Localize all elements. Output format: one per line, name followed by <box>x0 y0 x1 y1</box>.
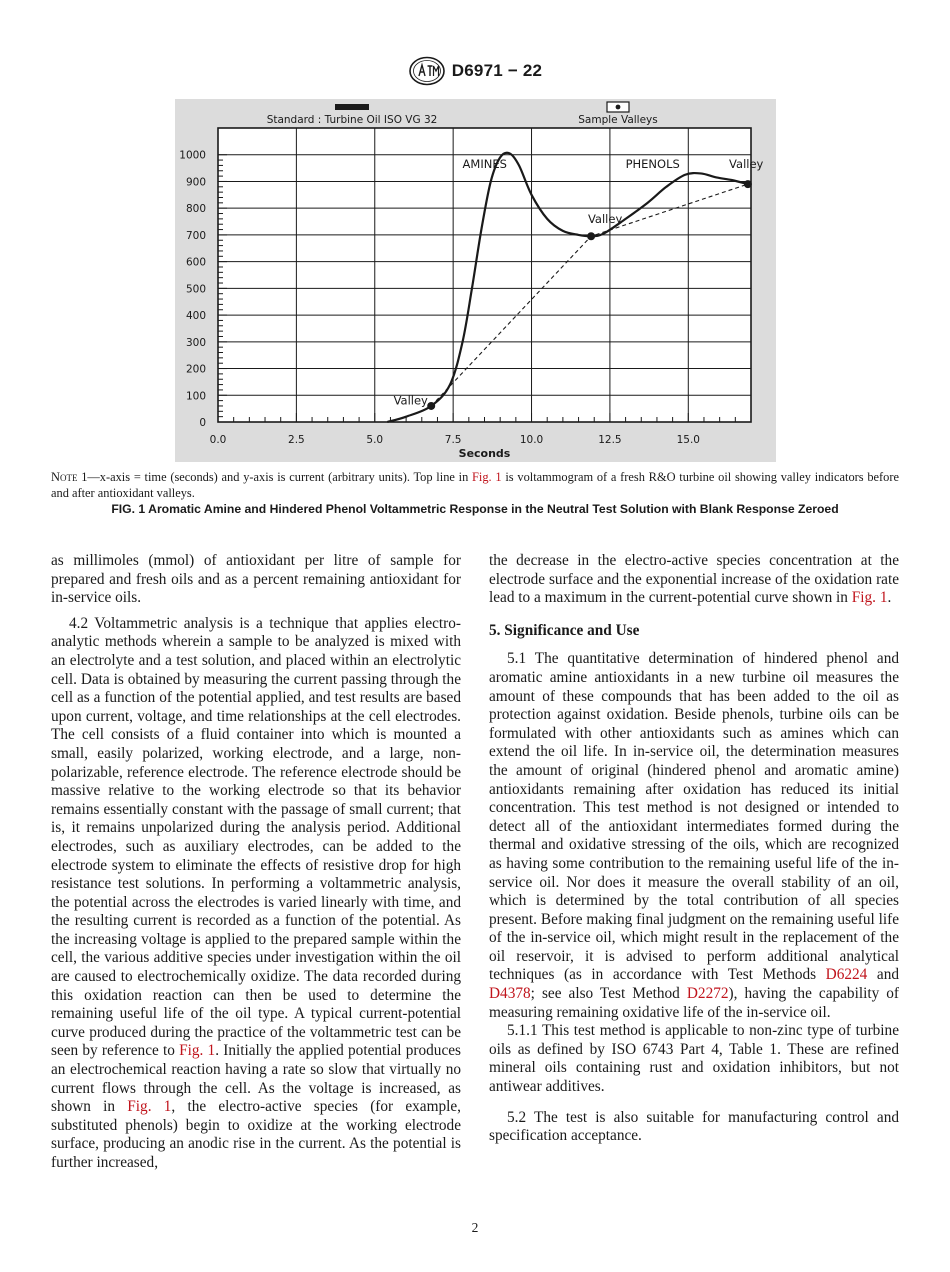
x-tick-label: 0.0 <box>209 434 227 446</box>
y-tick-label: 100 <box>185 390 206 403</box>
valley-marker <box>427 402 435 410</box>
chart-annotation: Valley <box>587 211 623 226</box>
astm-logo-icon <box>408 56 446 86</box>
y-tick-label: 800 <box>185 203 206 216</box>
paragraph-4-2: 4.2 Voltammetric analysis is a technique that applies electro-analytic methods wherein a sample to be analyzed is mixed with an electrolyte and a test solution, and placed within an electrolytic cell. Data is obtained by measuring the current passing through the cell as a function of the potential applied, and test results are based upon current, voltage, and time relationships at the cell electrodes. The cell consists of a fluid container into which is mounted a small, easily polarized, working electrode, and a large, non-polarizable, reference electrode. The reference electrode should be massive relative to the working electrode so that its behavior remains essentially constant with the passage of small current; that is, it remains unpolarized during the analysis period. Additional electrodes, such as auxiliary electrodes, can be added to the electrode system to eliminate the effects of resistive drop for high resistance test solutions. In performing a voltammetric analysis, the potential across the electrodes is varied linearly with time, and the resulting current is recorded as a function of the potential. As the increasing voltage is applied to the prepared sample within the cell, the various additive species under investigation within the oil are caused to electrochemically oxidize. The data recorded during this oxidation reaction can then be used to determine the remaining useful life of the oil type. A typical current-potential curve produced during the practice of the voltammetric test can be seen by reference to Fig. 1. Initially the applied potential produces an electrochemical reaction having a rate so slow that virtually no current flows through the cell. As the voltage is increased, as shown in Fig. 1, the electro-active species (for example, substituted phenols) begin to oxidize at the working electrode surface, producing an anodic rise in the current. As the potential is further increased, <box>51 614 461 1171</box>
legend-label: Standard : Turbine Oil ISO VG 32 <box>266 114 438 126</box>
paragraph-5-1: 5.1 The quantitative determination of hindered phenol and aromatic amine antioxidants in a new turbine oil measures the amount of these compounds that has been added to the oil as protection against oxidation. Beside phenols, turbine oils can be formulated with other antioxidants such as amines which can extend the oil life. In in-service oil, the determination measures the amount of original (hindered phenol and aromatic amine) antioxidants remaining after oxidation has reduced its initial concentration. This test method is not designed or intended to detect all of the antioxidant intermediates formed during the thermal and oxidative stressing of the oils, which are recognized as having some contribution to the remaining useful life of the in-service oil. Nor does it measure the overall stability of an oil, which is determined by the total contribution of all species present. Before making final judgment on the remaining useful life of the in-service oil, which might result in the replacement of the oil reservoir, it is advised to perform additional analytical techniques (as in accordance with Test Methods D6224 and D4378; see also Test Method D2272), having the capability of measuring remaining oxidative life of the in-service oil. <box>489 650 899 1021</box>
left-column <box>51 552 461 1173</box>
d2272-link[interactable]: D2272 <box>686 985 729 1003</box>
note-text-end: is voltammogram of a fresh R&O turbine oil showing valley indicators before and after antioxidant valleys. <box>51 470 899 500</box>
chart-annotation: Valley <box>729 157 764 172</box>
chart-annotation: AMINES <box>462 157 507 172</box>
paragraph: the decrease in the electro-active species concentration at the electrode surface and the exponential increase of the oxidation rate lead to a maximum in the current-potential curve shown in Fig. 1. <box>489 552 899 607</box>
chart-annotation: Valley <box>393 393 428 408</box>
section-heading: 5. Significance and Use <box>489 621 640 639</box>
paragraph-5-2: 5.2 The test is also suitable for manufacturing control and specification acceptance. <box>489 1108 899 1145</box>
valley-marker <box>587 232 595 240</box>
page-number: 2 <box>471 1220 479 1235</box>
x-tick-label: 5.0 <box>366 434 384 446</box>
y-tick-label: 200 <box>185 363 206 376</box>
legend-label: Sample Valleys <box>578 114 658 126</box>
legend-solid-marker <box>335 104 369 110</box>
right-column <box>489 552 899 1146</box>
chart-annotation: PHENOLS <box>625 157 680 172</box>
d4378-link[interactable]: D4378 <box>489 985 531 1003</box>
fig-link[interactable]: Fig. 1 <box>472 470 502 484</box>
x-axis-label: Seconds <box>458 447 511 460</box>
y-tick-label: 0 <box>199 417 206 429</box>
voltammogram-chart <box>175 99 776 462</box>
y-tick-label: 600 <box>185 256 206 269</box>
paragraph: as millimoles (mmol) of antioxidant per litre of sample for prepared and fresh oils and as a percent remaining antioxidant for in-service oils. <box>51 552 461 607</box>
fig-link[interactable]: Fig. 1 <box>851 589 888 607</box>
page-header <box>0 56 950 86</box>
y-tick-label: 1000 <box>179 149 206 162</box>
x-tick-label: 2.5 <box>288 434 305 446</box>
x-tick-label: 12.5 <box>598 434 622 446</box>
y-tick-label: 500 <box>185 283 206 296</box>
valley-marker <box>744 180 752 188</box>
fig-link[interactable]: Fig. 1 <box>127 1098 172 1116</box>
x-tick-label: 10.0 <box>519 434 544 446</box>
x-tick-label: 7.5 <box>444 434 462 446</box>
document-number: D6971 − 22 <box>451 61 543 80</box>
d6224-link[interactable]: D6224 <box>825 966 868 984</box>
y-tick-label: 300 <box>185 336 206 349</box>
y-tick-label: 900 <box>185 176 206 189</box>
y-tick-label: 400 <box>185 310 206 323</box>
note-text: —x-axis = time (seconds) and y-axis is current (arbitrary units). Top line in <box>87 470 473 484</box>
fig-link[interactable]: Fig. 1 <box>179 1042 216 1060</box>
figure-note <box>51 470 899 501</box>
x-tick-label: 15.0 <box>676 434 700 446</box>
legend-dot-marker <box>616 105 621 110</box>
paragraph-5-1-1: 5.1.1 This test method is applicable to non-zinc type of turbine oils as defined by ISO 6743 Part 4, Table 1. These are refined mineral oils containing rust and oxidation inhibitors, but not antiwear additives. <box>489 1022 899 1096</box>
y-tick-label: 700 <box>185 229 206 242</box>
figure-caption: FIG. 1 Aromatic Amine and Hindered Phenol Voltammetric Response in the Neutral Test Solution with Blank Response Zeroed <box>111 502 839 516</box>
voltammogram-figure <box>175 99 776 462</box>
note-label: Note 1 <box>51 470 88 484</box>
plot-area <box>218 128 751 422</box>
